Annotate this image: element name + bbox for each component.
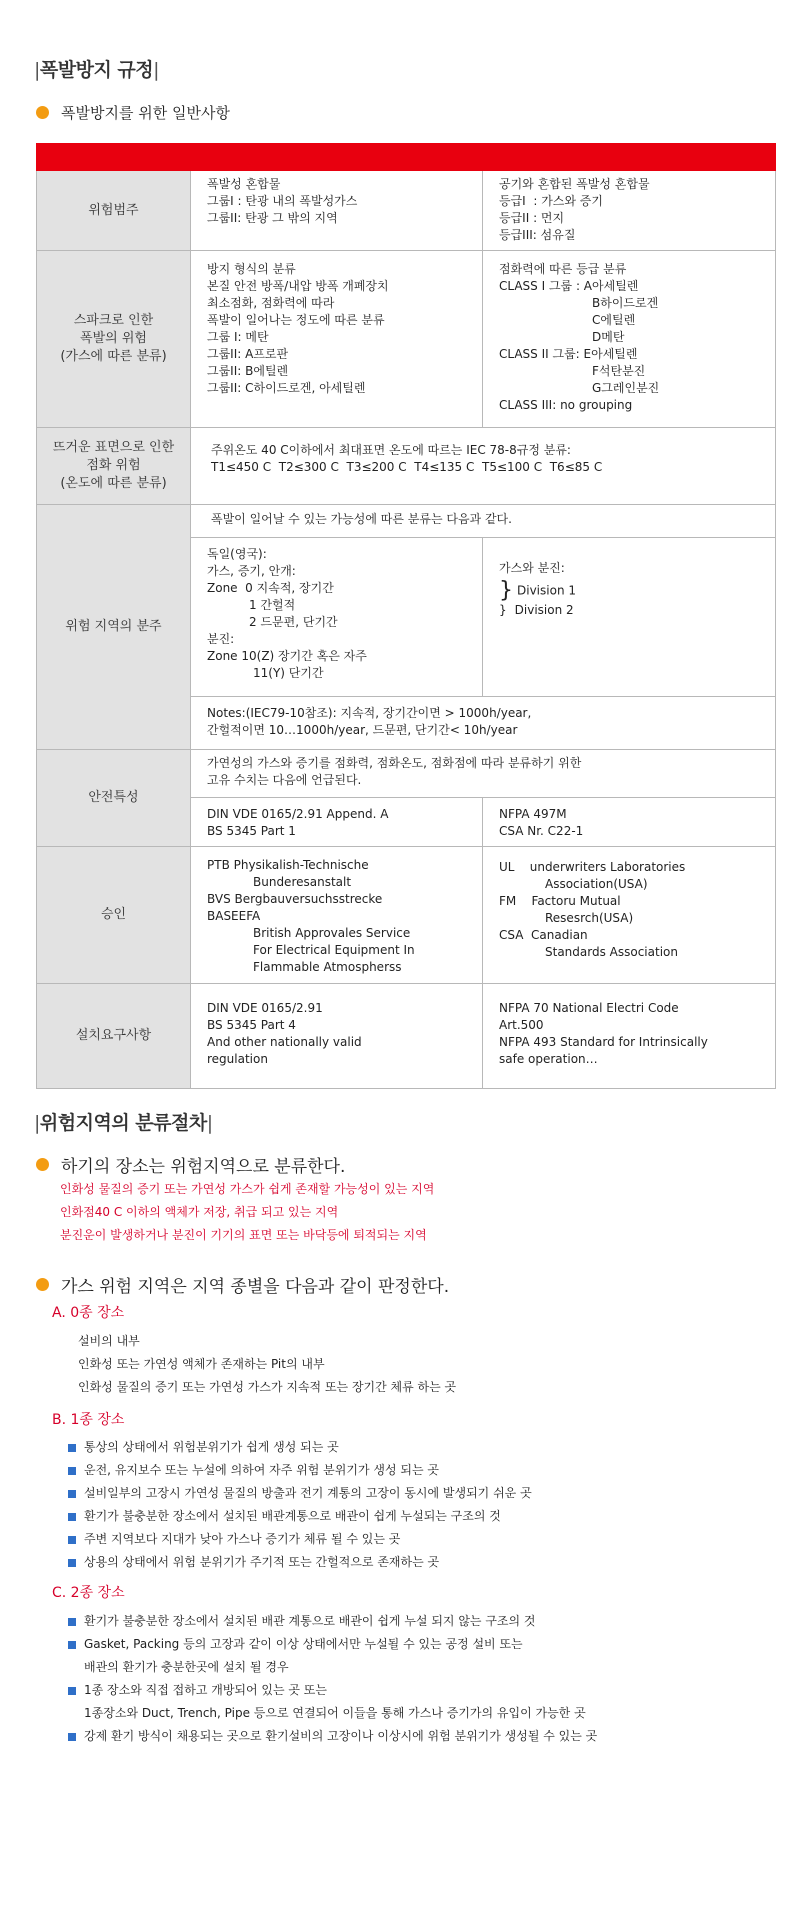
table-row-installation <box>37 984 776 1089</box>
zone-b-list <box>68 1436 532 1574</box>
list-item: 설비의 내부 <box>78 1334 140 1348</box>
square-bullet-icon <box>68 1467 76 1475</box>
list-item: 환기가 불충분한 장소에서 설치된 배관 계통으로 배관이 쉽게 누설 되지 않는 구조의 것 <box>68 1610 597 1633</box>
row-cell-right: UL underwriters Laboratories Association(USA) FM Factoru Mutual Resesrch(USA) CSA Canadian Standards Association <box>483 847 776 984</box>
table-row-spark-ignition <box>37 251 776 428</box>
row-cell-notes: Notes:(IEC79-10참조): 지속적, 장기간이면 > 1000h/year, 간헐적이면 10…1000h/year, 드문편, 단기간< 10h/year <box>191 697 776 750</box>
square-bullet-icon <box>68 1641 76 1649</box>
row-label: 위험 지역의 분주 <box>37 505 191 750</box>
row-cell-left: DIN VDE 0165/2.91 BS 5345 Part 4 And other nationally valid regulation <box>191 984 483 1089</box>
zone-c-title: C. 2종 장소 <box>52 1585 125 1601</box>
table-row-hazard-category <box>37 171 776 251</box>
row-label: 뜨거운 표면으로 인한 점화 위험 (온도에 따른 분류) <box>37 428 191 505</box>
square-bullet-icon <box>68 1618 76 1626</box>
subheading-gas-zones <box>36 1272 449 1297</box>
row-cell-top: 가연성의 가스와 증기를 점화력, 점화온도, 점화점에 따라 분류하기 위한 고유 수치는 다음에 언급된다. <box>191 750 776 798</box>
row-label: 설치요구사항 <box>37 984 191 1089</box>
row-label: 승인 <box>37 847 191 984</box>
subheading-hazard-areas <box>36 1152 345 1177</box>
orange-bullet-icon <box>36 1278 49 1291</box>
row-label: 스파크로 인한 폭발의 위험 (가스에 따른 분류) <box>37 251 191 428</box>
row-cell-left: 폭발성 혼합물 그룹I : 탄광 내의 폭발성가스 그룹II: 탄광 그 밖의 지역 <box>191 171 483 251</box>
section-title-classification: |위험지역의 분류절차| <box>34 1112 213 1134</box>
list-item: 분진운이 발생하거나 분진이 기기의 표면 또는 바닥등에 퇴적되는 지역 <box>60 1228 427 1242</box>
subheading-text: 폭발방지를 위한 일반사항 <box>61 104 230 122</box>
square-bullet-icon <box>68 1687 76 1695</box>
list-item: 환기가 불충분한 장소에서 설치된 배관계통으로 배관이 쉽게 누설되는 구조의 것 <box>68 1505 532 1528</box>
row-cell-right: 공기와 혼합된 폭발성 혼합물 등급I : 가스와 증기 등급II : 먼지 등급III: 섬유질 <box>483 171 776 251</box>
row-cell-left: DIN VDE 0165/2.91 Append. A BS 5345 Part 1 <box>191 798 483 847</box>
zone-a-list <box>78 1330 456 1399</box>
row-cell-text: 주위온도 40 C이하에서 최대표면 온도에 따르는 IEC 78-8규정 분류: T1≤450 C T2≤300 C T3≤200 C T4≤135 C T5≤100 C T6≤85 C <box>191 428 776 505</box>
zone-a-title: A. 0종 장소 <box>52 1305 125 1321</box>
orange-bullet-icon <box>36 106 49 119</box>
list-item: 주변 지역보다 지대가 낮아 가스나 증기가 체류 될 수 있는 곳 <box>68 1528 532 1551</box>
table-row-hazard-zone <box>37 505 776 538</box>
row-cell-right: NFPA 497M CSA Nr. C22-1 <box>483 798 776 847</box>
row-cell-left: PTB Physikalish-Technische Bunderesanstalt BVS Bergbauversuchsstrecke BASEEFA British Approvales Service For Electrical Equipment In Flammable Atmospherss <box>191 847 483 984</box>
table-header-row <box>37 144 776 171</box>
list-item-continuation: 1종장소와 Duct, Trench, Pipe 등으로 연결되어 이들을 통해 가스나 증기가의 유입이 가능한 곳 <box>84 1706 586 1720</box>
table-row-hot-surface <box>37 428 776 505</box>
section-title-text: 폭발방지 규정 <box>39 59 154 81</box>
subheading-general <box>36 102 230 123</box>
square-bullet-icon <box>68 1536 76 1544</box>
zone-c-list <box>68 1610 597 1748</box>
list-item: 1종 장소와 직접 접하고 개방되어 있는 곳 또는 <box>68 1679 597 1702</box>
list-item: 인화성 물질의 증기 또는 가연성 가스가 쉽게 존재할 가능성이 있는 지역 <box>60 1182 435 1196</box>
square-bullet-icon <box>68 1559 76 1567</box>
row-cell-left: 방지 형식의 분류 본질 안전 방폭/내압 방폭 개폐장치 최소점화, 점화력에 따라 폭발이 일어나는 정도에 따른 분류 그룹 I: 메탄 그룹II: A프로판 그룹II: B에틸렌 그룹II: C하이드로겐, 아세틸렌 <box>191 251 483 428</box>
row-label: 안전특성 <box>37 750 191 847</box>
row-cell-right: 점화력에 따른 등급 분류 CLASS I 그룹 : A아세틸렌 B하이드로겐 C에틸렌 D메탄 CLASS II 그룹: E아세틸렌 F석탄분진 G그레인분진 CLASS III: no grouping <box>483 251 776 428</box>
hazard-area-list <box>60 1178 434 1247</box>
list-item-continuation: 배관의 환기가 충분한곳에 설치 될 경우 <box>84 1660 289 1674</box>
zone-b-title: B. 1종 장소 <box>52 1412 125 1428</box>
list-item: Gasket, Packing 등의 고장과 같이 이상 상태에서만 누설될 수 있는 공정 설비 또는 <box>68 1633 597 1656</box>
subheading-text: 가스 위험 지역은 지역 종별을 다음과 같이 판정한다. <box>61 1277 450 1297</box>
row-cell-right: 가스와 분진: } Division 1 } Division 2 <box>483 538 776 697</box>
row-label: 위험범주 <box>37 171 191 251</box>
list-item: 상용의 상태에서 위험 분위기가 주기적 또는 간헐적으로 존재하는 곳 <box>68 1551 532 1574</box>
row-cell-right: NFPA 70 National Electri Code Art.500 NFPA 493 Standard for Intrinsically safe operation… <box>483 984 776 1089</box>
list-item: 인화성 물질의 증기 또는 가연성 가스가 지속적 또는 장기간 체류 하는 곳 <box>78 1380 457 1394</box>
orange-bullet-icon <box>36 1158 49 1171</box>
list-item: 운전, 유지보수 또는 누설에 의하여 자주 위험 분위기가 생성 되는 곳 <box>68 1459 532 1482</box>
list-item: 강제 환기 방식이 채용되는 곳으로 환기설비의 고장이나 이상시에 위험 분위기가 생성될 수 있는 곳 <box>68 1725 597 1748</box>
subheading-text: 하기의 장소는 위험지역으로 분류한다. <box>61 1157 346 1177</box>
section-title-text: 위험지역의 분류절차 <box>39 1112 207 1134</box>
square-bullet-icon <box>68 1513 76 1521</box>
square-bullet-icon <box>68 1733 76 1741</box>
list-item: 인화점40 C 이하의 액체가 저장, 취급 되고 있는 지역 <box>60 1205 339 1219</box>
square-bullet-icon <box>68 1444 76 1452</box>
square-bullet-icon <box>68 1490 76 1498</box>
list-item: 설비일부의 고장시 가연성 물질의 방출과 전기 계통의 고장이 동시에 발생되기 쉬운 곳 <box>68 1482 532 1505</box>
table-row-approval <box>37 847 776 984</box>
section-title-explosion-rules: |폭발방지 규정| <box>34 59 160 81</box>
row-cell-intro: 폭발이 일어날 수 있는 가능성에 따른 분류는 다음과 같다. <box>191 505 776 538</box>
list-item: 통상의 상태에서 위험분위기가 쉽게 생성 되는 곳 <box>68 1436 532 1459</box>
explosion-spec-table <box>36 143 776 1089</box>
table-row-safety <box>37 750 776 798</box>
list-item: 인화성 또는 가연성 액체가 존재하는 Pit의 내부 <box>78 1357 325 1371</box>
row-cell-left: 독일(영국): 가스, 증기, 안개: Zone 0 지속적, 장기간 1 간헐적 2 드문편, 단기간 분진: Zone 10(Z) 장기간 혹은 자주 11(Y) 단기간 <box>191 538 483 697</box>
